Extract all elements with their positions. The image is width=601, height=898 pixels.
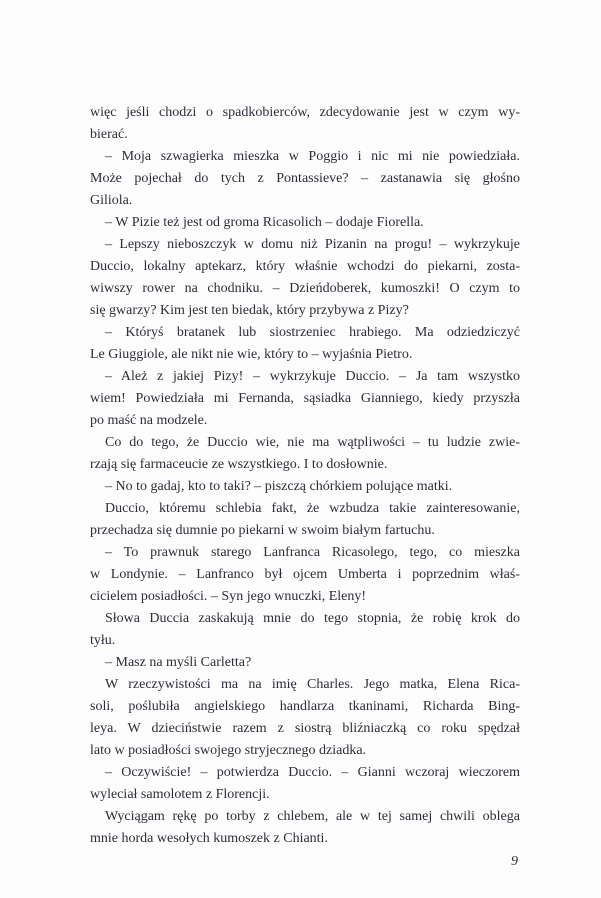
text-line: rzają się farmaceucie ze wszystkiego. I to dosłownie.	[90, 457, 388, 472]
text-line: przechadza się dumnie po piekarni w swoim białym fartuchu.	[90, 523, 435, 538]
text-line: Duccio, któremu schlebia fakt, że wzbudza takie zainteresowanie,	[105, 501, 520, 516]
text-line: bierać.	[90, 127, 128, 142]
text-line: Co do tego, że Duccio wie, nie ma wątpliwości – tu ludzie zwie-	[105, 435, 520, 450]
text-line: – Któryś bratanek lub siostrzeniec hrabiego. Ma odziedziczyć	[105, 325, 520, 340]
text-line: – To prawnuk starego Lanfranca Ricasolego, tego, co mieszka	[105, 545, 520, 560]
page-number: 9	[511, 854, 518, 869]
text-line: mnie horda wesołych kumoszek z Chianti.	[90, 831, 328, 846]
text-block	[90, 102, 520, 850]
text-line: więc jeśli chodzi o spadkobierców, zdecydowanie jest w czym wy-	[90, 105, 520, 120]
text-line: W rzeczywistości ma na imię Charles. Jego matka, Elena Rica-	[105, 677, 520, 692]
text-line: Słowa Duccia zaskakują mnie do tego stopnia, że robię krok do	[105, 611, 520, 626]
text-line: w Londynie. – Lanfranco był ojcem Umberta i poprzednim właś-	[90, 567, 520, 582]
text-line: – W Pizie też jest od groma Ricasolich – dodaje Fiorella.	[105, 215, 424, 230]
text-line: – Lepszy nieboszczyk w domu niż Pizanin na progu! – wykrzykuje	[105, 237, 520, 252]
text-line: Duccio, lokalny aptekarz, który właśnie wchodzi do piekarni, zosta-	[90, 259, 520, 274]
text-line: – Moja szwagierka mieszka w Poggio i nic mi nie powiedziała.	[105, 149, 520, 164]
text-line: wyleciał samolotem z Florencji.	[90, 787, 270, 802]
text-line: Wyciągam rękę po torby z chlebem, ale w tej samej chwili oblega	[105, 809, 520, 824]
text-line: wiem! Powiedziała mi Fernanda, sąsiadka Gianniego, kiedy przyszła	[90, 391, 520, 406]
text-line: – Ależ z jakiej Pizy! – wykrzykuje Duccio. – Ja tam wszystko	[105, 369, 520, 384]
text-line: się gwarzy? Kim jest ten biedak, który przybywa z Pizy?	[90, 303, 409, 318]
text-line: Giliola.	[90, 193, 133, 208]
text-line: – Masz na myśli Carletta?	[105, 655, 252, 670]
text-line: – Oczywiście! – potwierdza Duccio. – Gianni wczoraj wieczorem	[105, 765, 520, 780]
text-line: po maść na modzele.	[90, 413, 208, 428]
text-line: cicielem posiadłości. – Syn jego wnuczki, Eleny!	[90, 589, 367, 604]
text-line: lato w posiadłości swojego stryjecznego dziadka.	[90, 743, 367, 758]
text-line: soli, poślubiła angielskiego handlarza tkaninami, Richarda Bing-	[90, 699, 520, 714]
text-line: wiwszy rower na chodniku. – Dzieńdoberek, kumoszki! O czym to	[90, 281, 520, 296]
text-line: – No to gadaj, kto to taki? – piszczą chórkiem polujące matki.	[105, 479, 453, 494]
text-line: Może pojechał do tych z Pontassieve? – zastanawia się głośno	[90, 171, 520, 186]
text-line: Le Giuggiole, ale nikt nie wie, który to – wyjaśnia Pietro.	[90, 347, 413, 362]
text-line: leya. W dzieciństwie razem z siostrą bliźniaczką co roku spędzał	[90, 721, 520, 736]
text-line: tyłu.	[90, 633, 116, 648]
